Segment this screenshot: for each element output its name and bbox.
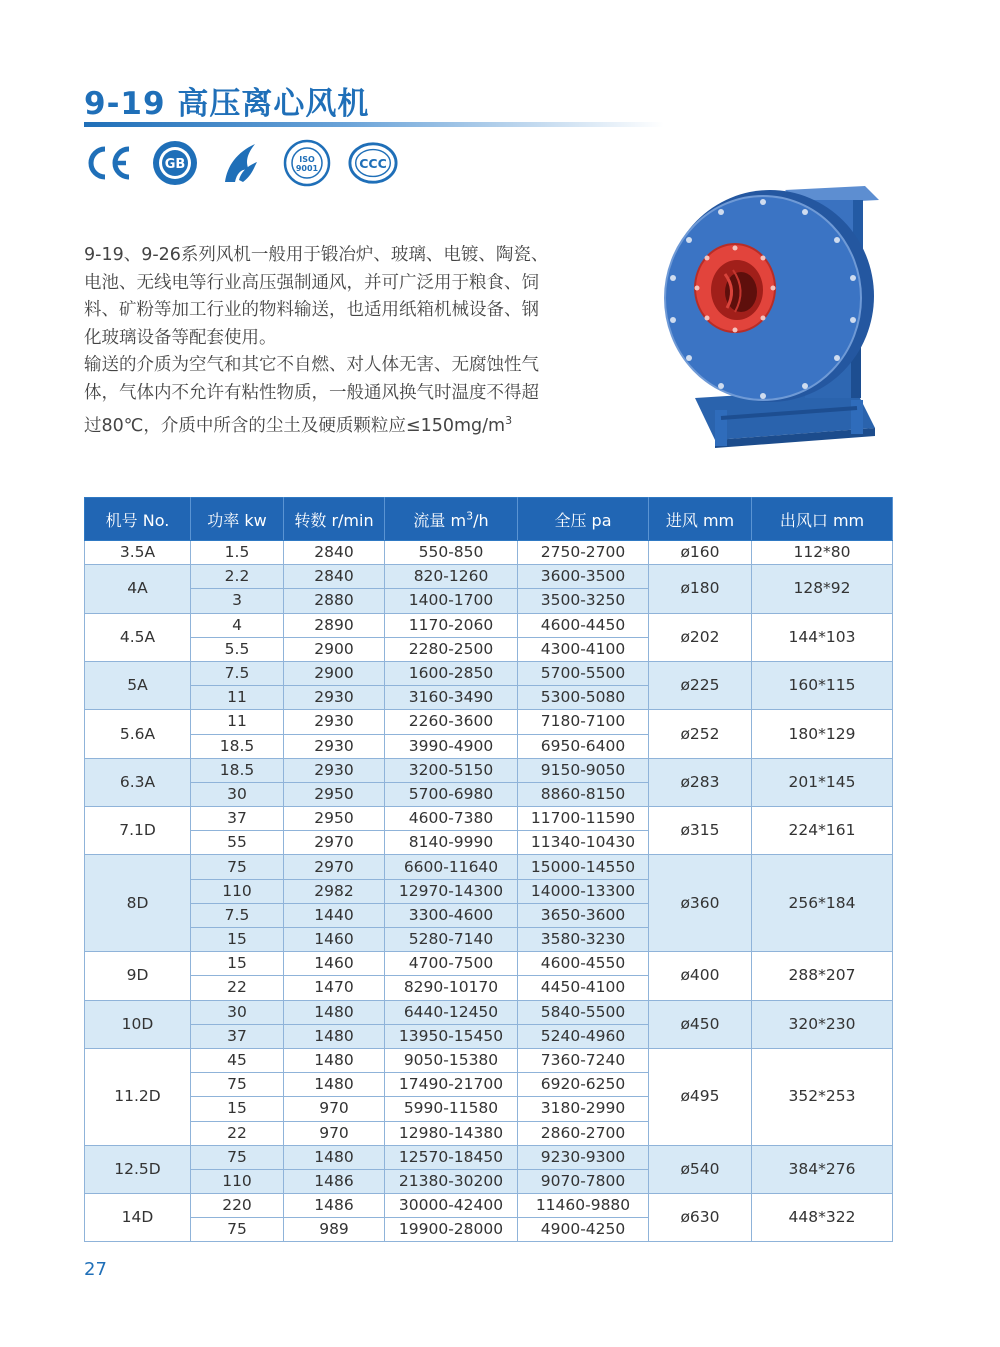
cell-speed: 1480 — [284, 1145, 385, 1169]
model-group — [85, 1145, 893, 1193]
cell-power: 18.5 — [191, 758, 284, 782]
header-flow-label: 流量 m — [413, 510, 467, 530]
cell-pressure: 14000-13300 — [518, 879, 649, 903]
specification-table — [84, 497, 893, 1242]
table-header-row — [85, 498, 893, 541]
header-flow — [385, 498, 518, 541]
cell-speed: 2950 — [284, 807, 385, 831]
cell-pressure: 2860-2700 — [518, 1121, 649, 1145]
cell-speed: 2950 — [284, 782, 385, 806]
cell-flow: 4600-7380 — [385, 807, 518, 831]
cell-outlet: 201*145 — [752, 758, 893, 806]
table-row — [85, 952, 893, 976]
cell-speed: 2982 — [284, 879, 385, 903]
cell-power: 22 — [191, 976, 284, 1000]
cell-model: 5A — [85, 661, 191, 709]
cell-flow: 21380-30200 — [385, 1169, 518, 1193]
certification-logos — [84, 138, 398, 188]
model-group — [85, 1194, 893, 1242]
cell-power: 30 — [191, 782, 284, 806]
cell-pressure: 2750-2700 — [518, 541, 649, 565]
cell-outlet: 128*92 — [752, 565, 893, 613]
svg-text:ISO: ISO — [299, 155, 315, 164]
product-description — [84, 242, 554, 440]
cell-pressure: 9070-7800 — [518, 1169, 649, 1193]
cell-pressure: 11340-10430 — [518, 831, 649, 855]
cell-speed: 2840 — [284, 541, 385, 565]
cell-flow: 17490-21700 — [385, 1073, 518, 1097]
cell-pressure: 5300-5080 — [518, 686, 649, 710]
cell-outlet: 144*103 — [752, 613, 893, 661]
energy-saving-icon — [216, 140, 266, 186]
cell-flow: 3200-5150 — [385, 758, 518, 782]
cell-speed: 1470 — [284, 976, 385, 1000]
cell-power: 15 — [191, 1097, 284, 1121]
description-paragraph-2-text: 输送的介质为空气和其它不自燃、对人体无害、无腐蚀性气体，气体内不允许有粘性物质，一般通风换气时温度不得超过80℃，介质中所含的尘土及硬质颗粒应≤150mg/m — [84, 355, 539, 436]
model-group — [85, 661, 893, 709]
cell-inlet: ø495 — [649, 1048, 752, 1145]
cell-flow: 13950-15450 — [385, 1024, 518, 1048]
cell-speed: 1460 — [284, 928, 385, 952]
cell-flow: 5280-7140 — [385, 928, 518, 952]
cell-speed: 970 — [284, 1121, 385, 1145]
cell-flow: 550-850 — [385, 541, 518, 565]
cell-power: 75 — [191, 1218, 284, 1242]
cell-inlet: ø225 — [649, 661, 752, 709]
cell-inlet: ø202 — [649, 613, 752, 661]
model-group — [85, 710, 893, 758]
cell-pressure: 7180-7100 — [518, 710, 649, 734]
cell-speed: 2890 — [284, 613, 385, 637]
model-group — [85, 1000, 893, 1048]
cell-speed: 2930 — [284, 710, 385, 734]
ccc-icon — [348, 140, 398, 186]
cell-pressure: 7360-7240 — [518, 1048, 649, 1072]
cell-outlet: 320*230 — [752, 1000, 893, 1048]
cell-flow: 6600-11640 — [385, 855, 518, 879]
cell-pressure: 8860-8150 — [518, 782, 649, 806]
table-row — [85, 661, 893, 685]
cell-flow: 2260-3600 — [385, 710, 518, 734]
cell-flow: 1400-1700 — [385, 589, 518, 613]
header-speed: 转数 r/min — [284, 498, 385, 541]
cell-flow: 3990-4900 — [385, 734, 518, 758]
cell-flow: 3300-4600 — [385, 903, 518, 927]
cell-power: 37 — [191, 807, 284, 831]
cell-speed: 1480 — [284, 1000, 385, 1024]
table-row — [85, 758, 893, 782]
cell-pressure: 4600-4550 — [518, 952, 649, 976]
cell-power: 3 — [191, 589, 284, 613]
description-paragraph-1: 9-19、9-26系列风机一般用于锻冶炉、玻璃、电镀、陶瓷、电池、无线电等行业高压强制通风，并可广泛用于粮食、饲料、矿粉等加工行业的物料输送，也适用纸箱机械设备、钢化玻璃设备等配套使用。 — [84, 245, 549, 348]
cell-inlet: ø160 — [649, 541, 752, 565]
model-group — [85, 541, 893, 565]
cell-model: 8D — [85, 855, 191, 952]
cell-model: 10D — [85, 1000, 191, 1048]
superscript-3: 3 — [505, 414, 513, 427]
cell-model: 3.5A — [85, 541, 191, 565]
cell-power: 75 — [191, 1073, 284, 1097]
table-row — [85, 1145, 893, 1169]
cell-pressure: 4300-4100 — [518, 637, 649, 661]
page-title: 9-19 高压离心风机 — [84, 86, 370, 122]
model-group — [85, 565, 893, 613]
cell-pressure: 5840-5500 — [518, 1000, 649, 1024]
table-row — [85, 541, 893, 565]
cell-speed: 1486 — [284, 1169, 385, 1193]
fan-product-image — [655, 178, 885, 462]
cell-outlet: 288*207 — [752, 952, 893, 1000]
cell-inlet: ø540 — [649, 1145, 752, 1193]
cell-pressure: 5240-4960 — [518, 1024, 649, 1048]
cell-power: 11 — [191, 686, 284, 710]
cell-outlet: 256*184 — [752, 855, 893, 952]
cell-power: 2.2 — [191, 565, 284, 589]
page-number: 27 — [84, 1259, 107, 1280]
cell-pressure: 6920-6250 — [518, 1073, 649, 1097]
cell-model: 9D — [85, 952, 191, 1000]
cell-pressure: 11700-11590 — [518, 807, 649, 831]
cell-flow: 12980-14380 — [385, 1121, 518, 1145]
cell-inlet: ø630 — [649, 1194, 752, 1242]
table-row — [85, 1000, 893, 1024]
cell-flow: 8140-9990 — [385, 831, 518, 855]
table-row — [85, 1048, 893, 1072]
cell-power: 55 — [191, 831, 284, 855]
cell-inlet: ø450 — [649, 1000, 752, 1048]
cell-flow: 1170-2060 — [385, 613, 518, 637]
cell-speed: 1480 — [284, 1024, 385, 1048]
cell-model: 7.1D — [85, 807, 191, 855]
cell-flow: 5990-11580 — [385, 1097, 518, 1121]
header-outlet: 出风口 mm — [752, 498, 893, 541]
cell-power: 22 — [191, 1121, 284, 1145]
cell-pressure: 4450-4100 — [518, 976, 649, 1000]
cell-model: 4.5A — [85, 613, 191, 661]
cell-flow: 1600-2850 — [385, 661, 518, 685]
title-underline — [84, 122, 664, 127]
cell-inlet: ø180 — [649, 565, 752, 613]
cell-model: 12.5D — [85, 1145, 191, 1193]
cell-pressure: 4600-4450 — [518, 613, 649, 637]
table-row — [85, 613, 893, 637]
description-paragraph-2 — [84, 352, 554, 440]
model-group — [85, 613, 893, 661]
cell-inlet: ø400 — [649, 952, 752, 1000]
cell-outlet: 180*129 — [752, 710, 893, 758]
cell-speed: 2840 — [284, 565, 385, 589]
table-row — [85, 710, 893, 734]
cell-pressure: 3580-3230 — [518, 928, 649, 952]
header-model: 机号 No. — [85, 498, 191, 541]
cell-power: 75 — [191, 855, 284, 879]
cell-speed: 2930 — [284, 686, 385, 710]
table-row — [85, 855, 893, 879]
header-flow-superscript: 3 — [466, 509, 474, 523]
cell-flow: 3160-3490 — [385, 686, 518, 710]
cell-flow: 12570-18450 — [385, 1145, 518, 1169]
cell-pressure: 3650-3600 — [518, 903, 649, 927]
cell-flow: 6440-12450 — [385, 1000, 518, 1024]
cell-pressure: 9230-9300 — [518, 1145, 649, 1169]
cell-outlet: 352*253 — [752, 1048, 893, 1145]
cell-model: 14D — [85, 1194, 191, 1242]
cell-pressure: 3500-3250 — [518, 589, 649, 613]
cell-flow: 820-1260 — [385, 565, 518, 589]
cell-speed: 1460 — [284, 952, 385, 976]
cell-flow: 12970-14300 — [385, 879, 518, 903]
cell-model: 5.6A — [85, 710, 191, 758]
cell-power: 110 — [191, 879, 284, 903]
cell-model: 11.2D — [85, 1048, 191, 1145]
header-pressure: 全压 pa — [518, 498, 649, 541]
model-group — [85, 952, 893, 1000]
cell-pressure: 9150-9050 — [518, 758, 649, 782]
svg-text:CCC: CCC — [359, 155, 387, 171]
cell-power: 15 — [191, 952, 284, 976]
cell-speed: 2880 — [284, 589, 385, 613]
model-group — [85, 758, 893, 806]
cell-power: 1.5 — [191, 541, 284, 565]
cell-speed: 989 — [284, 1218, 385, 1242]
cell-power: 75 — [191, 1145, 284, 1169]
cell-power: 11 — [191, 710, 284, 734]
cell-speed: 2930 — [284, 734, 385, 758]
table-row — [85, 565, 893, 589]
cell-power: 15 — [191, 928, 284, 952]
cell-outlet: 112*80 — [752, 541, 893, 565]
cell-power: 45 — [191, 1048, 284, 1072]
table-row — [85, 1194, 893, 1218]
gb-standard-icon — [150, 140, 200, 186]
cell-power: 5.5 — [191, 637, 284, 661]
cell-speed: 1486 — [284, 1194, 385, 1218]
model-group — [85, 855, 893, 952]
cell-pressure: 3180-2990 — [518, 1097, 649, 1121]
cell-inlet: ø360 — [649, 855, 752, 952]
cell-flow: 4700-7500 — [385, 952, 518, 976]
cell-speed: 970 — [284, 1097, 385, 1121]
cell-speed: 2970 — [284, 831, 385, 855]
svg-text:GB: GB — [164, 157, 186, 172]
cell-flow: 9050-15380 — [385, 1048, 518, 1072]
cell-flow: 30000-42400 — [385, 1194, 518, 1218]
cell-outlet: 448*322 — [752, 1194, 893, 1242]
cell-model: 4A — [85, 565, 191, 613]
cell-speed: 2900 — [284, 661, 385, 685]
cell-speed: 2930 — [284, 758, 385, 782]
cell-speed: 2970 — [284, 855, 385, 879]
cell-speed: 2900 — [284, 637, 385, 661]
cell-power: 110 — [191, 1169, 284, 1193]
cell-flow: 19900-28000 — [385, 1218, 518, 1242]
cell-inlet: ø252 — [649, 710, 752, 758]
cell-pressure: 6950-6400 — [518, 734, 649, 758]
ce-mark-icon — [84, 140, 134, 186]
cell-power: 37 — [191, 1024, 284, 1048]
model-group — [85, 807, 893, 855]
cell-model: 6.3A — [85, 758, 191, 806]
cell-pressure: 5700-5500 — [518, 661, 649, 685]
cell-pressure: 3600-3500 — [518, 565, 649, 589]
cell-inlet: ø283 — [649, 758, 752, 806]
cell-pressure: 15000-14550 — [518, 855, 649, 879]
cell-power: 30 — [191, 1000, 284, 1024]
model-group — [85, 1048, 893, 1145]
cell-outlet: 224*161 — [752, 807, 893, 855]
cell-power: 4 — [191, 613, 284, 637]
cell-power: 220 — [191, 1194, 284, 1218]
iso-9001-icon — [282, 140, 332, 186]
cell-speed: 1480 — [284, 1073, 385, 1097]
cell-power: 18.5 — [191, 734, 284, 758]
cell-power: 7.5 — [191, 661, 284, 685]
header-power: 功率 kw — [191, 498, 284, 541]
cell-outlet: 160*115 — [752, 661, 893, 709]
cell-flow: 5700-6980 — [385, 782, 518, 806]
cell-pressure: 4900-4250 — [518, 1218, 649, 1242]
cell-pressure: 11460-9880 — [518, 1194, 649, 1218]
cell-flow: 2280-2500 — [385, 637, 518, 661]
cell-inlet: ø315 — [649, 807, 752, 855]
cell-flow: 8290-10170 — [385, 976, 518, 1000]
cell-speed: 1440 — [284, 903, 385, 927]
cell-outlet: 384*276 — [752, 1145, 893, 1193]
table-row — [85, 807, 893, 831]
cell-speed: 1480 — [284, 1048, 385, 1072]
header-inlet: 进风 mm — [649, 498, 752, 541]
svg-text:9001: 9001 — [295, 164, 319, 173]
cell-power: 7.5 — [191, 903, 284, 927]
header-flow-unit: /h — [473, 510, 489, 530]
